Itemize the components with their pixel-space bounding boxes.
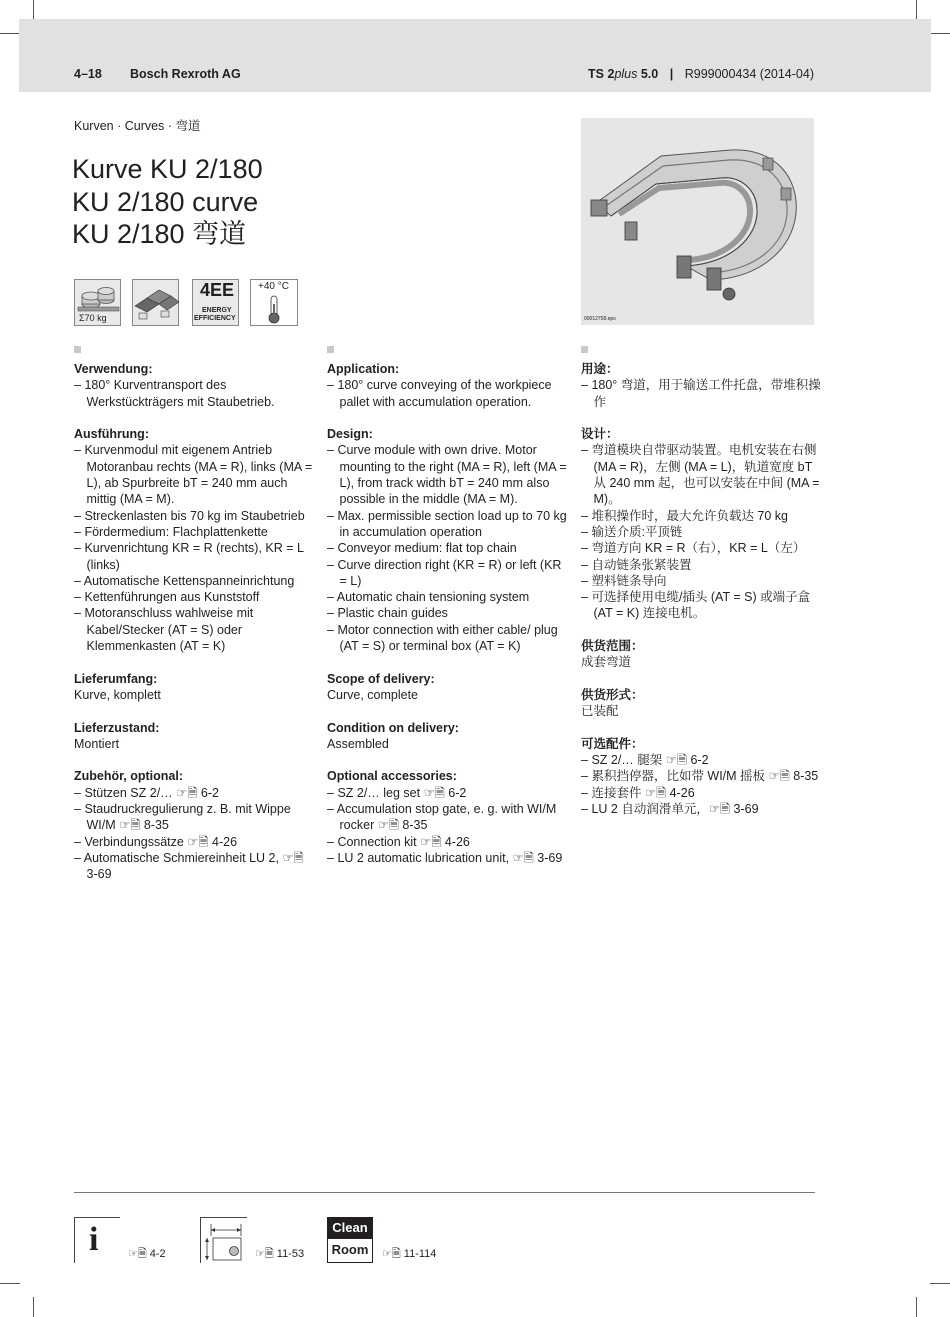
list-item: – Automatische Schmiereinheit LU 2, ☞🗎 3-69 [74, 850, 314, 883]
energy-4ee: 4EE [200, 280, 235, 300]
header-separator: | [669, 67, 674, 81]
load-label: Σ70 kg [79, 313, 107, 323]
temp-label: +40 °C [258, 281, 289, 292]
list-item: – Accumulation stop gate, e. g. with WI/M rocker ☞🗎 8-35 [327, 801, 567, 834]
list-item: – Streckenlasten bis 70 kg im Staubetrieb [74, 508, 314, 524]
crop-mark [930, 33, 950, 34]
product-name: TS 2plus 5.0 [588, 67, 659, 81]
list-item: – Automatische Kettenspanneinrichtung [74, 573, 314, 589]
crop-mark [930, 1283, 950, 1284]
heading-design: 设计： [581, 427, 619, 442]
column-chinese [581, 346, 821, 834]
crop-mark [0, 1283, 20, 1284]
list-item: – Curve module with own drive. Motor mounting to the right (MA = R), left (MA = L), from track width bT = 240 mm also possible in the middle (MA = M). [327, 442, 567, 507]
section-marker [581, 346, 588, 353]
list-item: – 可选择使用电缆/插头 (AT = S) 或端子盒 (AT = K) 连接电机。 [581, 589, 821, 622]
list-item: – Connection kit ☞🗎 4-26 [327, 834, 567, 850]
list-item: – 输送介质:平顶链 [581, 524, 821, 540]
list-item: – Motor connection with either cable/ plug (AT = S) or terminal box (AT = K) [327, 622, 567, 655]
company-name: Bosch Rexroth AG [130, 67, 241, 81]
condition-text: Montiert [74, 736, 120, 751]
list-item: – 180° curve conveying of the workpiece pallet with accumulation operation. [327, 377, 567, 410]
title-en: KU 2/180 curve [72, 186, 259, 217]
thermometer-icon [250, 279, 298, 326]
list-item: – SZ 2/… leg set ☞🗎 6-2 [327, 785, 567, 801]
chain-icon [132, 279, 179, 326]
clean-room-reference-link[interactable]: ☞🗎 11-114 [382, 1248, 437, 1260]
heading-condition: Lieferzustand: [74, 720, 160, 735]
breadcrumb: Kurven · Curves · 弯道 [74, 119, 201, 133]
section-marker [327, 346, 334, 353]
column-english [327, 346, 567, 883]
list-item: – Curve direction right (KR = R) or left (KR = L) [327, 557, 567, 590]
heading-usage: Verwendung: [74, 362, 153, 376]
list-item: – Fördermedium: Flachplattenkette [74, 524, 314, 540]
dimensions-icon [200, 1217, 247, 1263]
list-item: – Motoranschluss wahlweise mit Kabel/Stecker (AT = S) oder Klemmenkasten (AT = K) [74, 605, 314, 654]
crop-mark [33, 1297, 34, 1317]
page-title [72, 153, 263, 251]
image-code: 00012758.eps [584, 316, 616, 322]
list-item: – Kettenführungen aus Kunststoff [74, 589, 314, 605]
list-item: – Verbindungssätze ☞🗎 4-26 [74, 834, 314, 850]
heading-design: Design: [327, 427, 373, 442]
crop-mark [0, 33, 20, 34]
section-marker [74, 346, 81, 353]
list-item: – 堆积操作时，最大允许负载达 70 kg [581, 508, 821, 524]
page-number: 4–18 [74, 67, 102, 81]
crop-mark [33, 0, 34, 20]
energy-line1: ENERGY [202, 307, 232, 314]
title-de: Kurve KU 2/180 [72, 154, 263, 184]
product-doc-info [588, 67, 814, 81]
list-item: – 180° Kurventransport des Werkstückträgers mit Staubetrieb. [74, 377, 314, 410]
heading-scope: 供货范围： [581, 639, 644, 654]
heading-accessories: 可选配件： [581, 736, 644, 751]
scope-text: 成套弯道 [581, 655, 632, 670]
scope-text: Kurve, komplett [74, 687, 161, 702]
list-item: – 塑料链条导向 [581, 573, 821, 589]
condition-text: Assembled [327, 736, 389, 751]
info-reference-link[interactable]: ☞🗎 4-2 [128, 1248, 166, 1260]
list-item: – Staudruckregulierung z. B. mit Wippe WI/M ☞🗎 8-35 [74, 801, 314, 834]
product-image [581, 118, 814, 325]
heading-usage: 用途： [581, 362, 619, 376]
info-glyph: i [89, 1221, 99, 1258]
list-item: – 连接套件 ☞🗎 4-26 [581, 785, 821, 801]
heading-design: Ausführung: [74, 427, 149, 442]
heading-condition: Condition on delivery: [327, 720, 459, 735]
heading-scope: Scope of delivery: [327, 671, 435, 686]
list-item: – 自动链条张紧装置 [581, 557, 821, 573]
heading-usage: Application: [327, 362, 400, 376]
column-german [74, 346, 314, 899]
info-icon [74, 1217, 120, 1263]
clean-room-top: Clean [327, 1217, 373, 1239]
crop-mark [916, 0, 917, 20]
list-item: – SZ 2/… 腿架 ☞🗎 6-2 [581, 752, 821, 768]
energy-line2: EFFICIENCY [194, 315, 236, 322]
list-item: – 累积挡停器，比如带 WI/M 摇板 ☞🗎 8-35 [581, 768, 821, 784]
list-item: – LU 2 automatic lubrication unit, ☞🗎 3-69 [327, 850, 567, 866]
heading-scope: Lieferumfang: [74, 671, 158, 686]
list-item: – Automatic chain tensioning system [327, 589, 567, 605]
list-item: – Plastic chain guides [327, 605, 567, 621]
heading-accessories: Optional accessories: [327, 769, 457, 784]
energy-efficiency-icon [192, 279, 239, 326]
list-item: – Kurvenmodul mit eigenem Antrieb Motoranbau rechts (MA = R), links (MA = L), ab Spurbreite bT = 240 mm auch mittig (MA = M). [74, 442, 314, 507]
list-item: – 180° 弯道，用于输送工件托盘，带堆积操作 [581, 377, 821, 410]
condition-text: 已装配 [581, 704, 619, 719]
list-item: – 弯道模块自带驱动装置。电机安装在右侧 (MA = R)，左侧 (MA = L)，轨道宽度 bT 从 240 mm 起，也可以安装在中间 (MA = M)。 [581, 442, 821, 507]
crop-mark [916, 1297, 917, 1317]
list-item: – LU 2 自动润滑单元，☞🗎 3-69 [581, 801, 821, 817]
list-item: – 弯道方向 KR = R（右），KR = L（左） [581, 540, 821, 556]
list-item: – Kurvenrichtung KR = R (rechts), KR = L (links) [74, 540, 314, 573]
title-zh: KU 2/180 弯道 [72, 219, 247, 249]
header-band [19, 19, 931, 92]
clean-room-bottom: Room [327, 1239, 373, 1263]
document-number: R999000434 (2014-04) [684, 67, 814, 81]
load-weights-icon [74, 279, 121, 326]
heading-accessories: Zubehör, optional: [74, 769, 184, 784]
clean-room-badge [327, 1217, 373, 1263]
list-item: – Max. permissible section load up to 70 kg in accumulation operation [327, 508, 567, 541]
heading-condition: 供货形式： [581, 687, 644, 702]
dimensions-reference-link[interactable]: ☞🗎 11-53 [255, 1248, 305, 1260]
scope-text: Curve, complete [327, 687, 419, 702]
list-item: – Conveyor medium: flat top chain [327, 540, 567, 556]
list-item: – Stützen SZ 2/… ☞🗎 6-2 [74, 785, 314, 801]
footer-divider [74, 1192, 815, 1193]
